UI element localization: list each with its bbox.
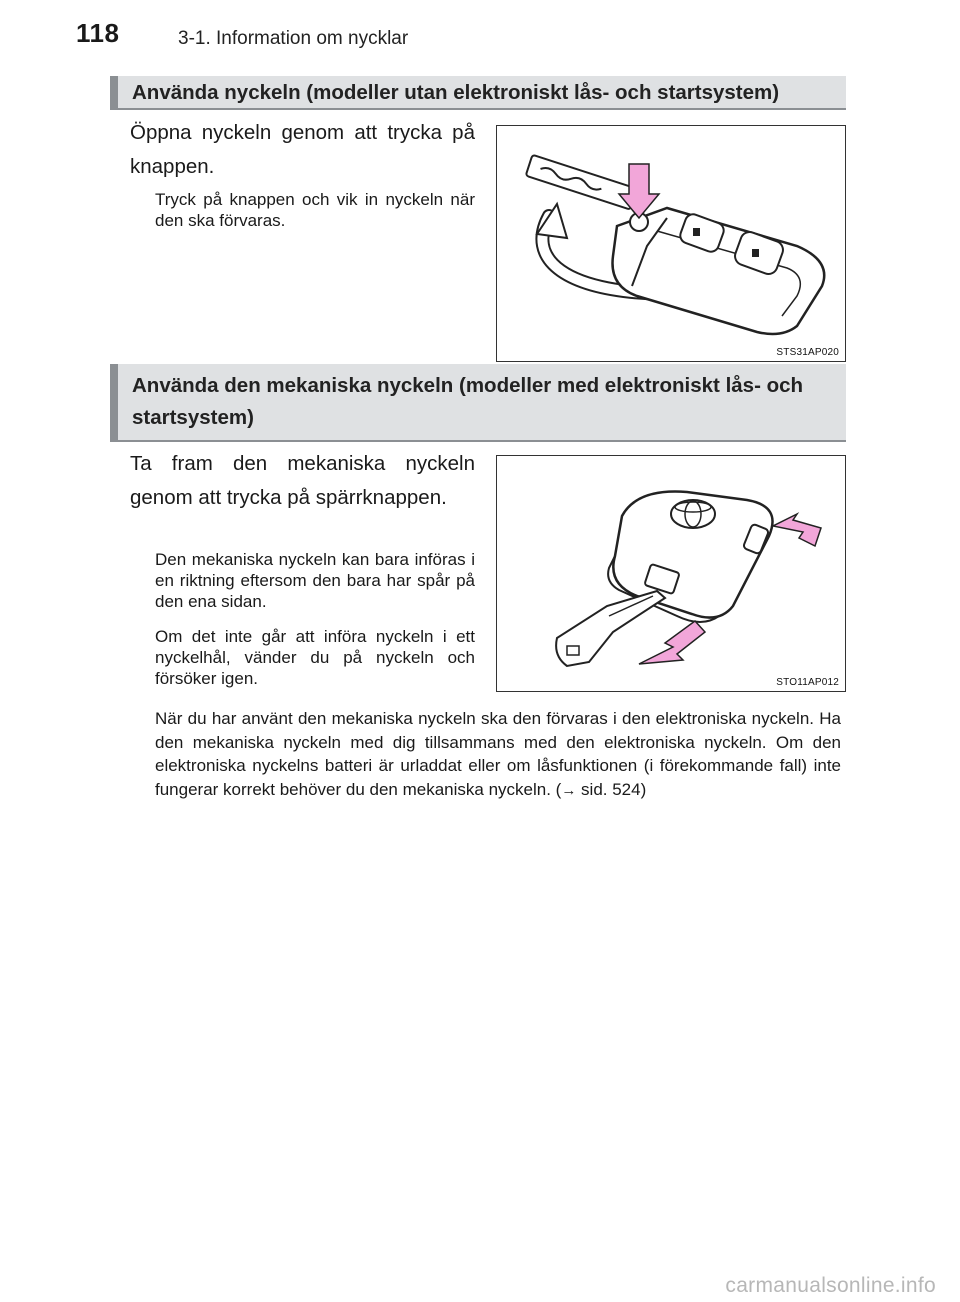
page-reference-arrow-icon: → [561,781,577,799]
page-reference[interactable]: sid. 524) [576,779,647,799]
figure-flip-key [496,125,846,362]
instruction-remove-mechanical-key: Ta fram den mekaniska nyckeln genom att trycka på spärrknappen. [130,452,475,509]
note-turn-key: Om det inte går att införa nyckeln i ett nyckelhål, vänder du på nyckeln och försöker igen. [155,627,475,688]
running-header: 3-1. Information om nycklar [178,28,409,49]
storage-text: När du har använt den mekaniska nyckeln ska den förvaras i den elektroniska nyckeln. Ha den mekaniska nyckeln med dig tillsammans med den elektroniska nyckeln. Om den elektroniska nyckelns batteri är urladdat eller om låsfunktionen (i förekommande fall) inte fungerar korrekt behöver du den mekaniska nyckeln. ( [155,709,841,799]
instruction-open-key: Öppna nyckeln genom att trycka på knappen. [130,121,475,178]
flip-key-illustration [497,126,844,360]
smart-key-illustration [497,456,844,690]
section-header-mechanical-key: Använda den mekaniska nyckeln (modeller med elektroniskt lås- och startsystem) [110,364,846,442]
storage-paragraph [155,707,841,802]
note-one-direction: Den mekaniska nyckeln kan bara införas i en riktning eftersom den bara har spår på den ena sidan. [155,550,475,611]
figure-code-2: STO11AP012 [776,677,839,688]
section-header-key-usage: Använda nyckeln (modeller utan elektroniskt lås- och startsystem) [110,76,846,110]
note-fold-key: Tryck på knappen och vik in nyckeln när den ska förvaras. [155,190,475,230]
page-number: 118 [76,18,120,48]
figure-code-1: STS31AP020 [776,347,839,358]
watermark: carmanualsonline.info [725,1274,936,1297]
figure-smart-key [496,455,846,692]
